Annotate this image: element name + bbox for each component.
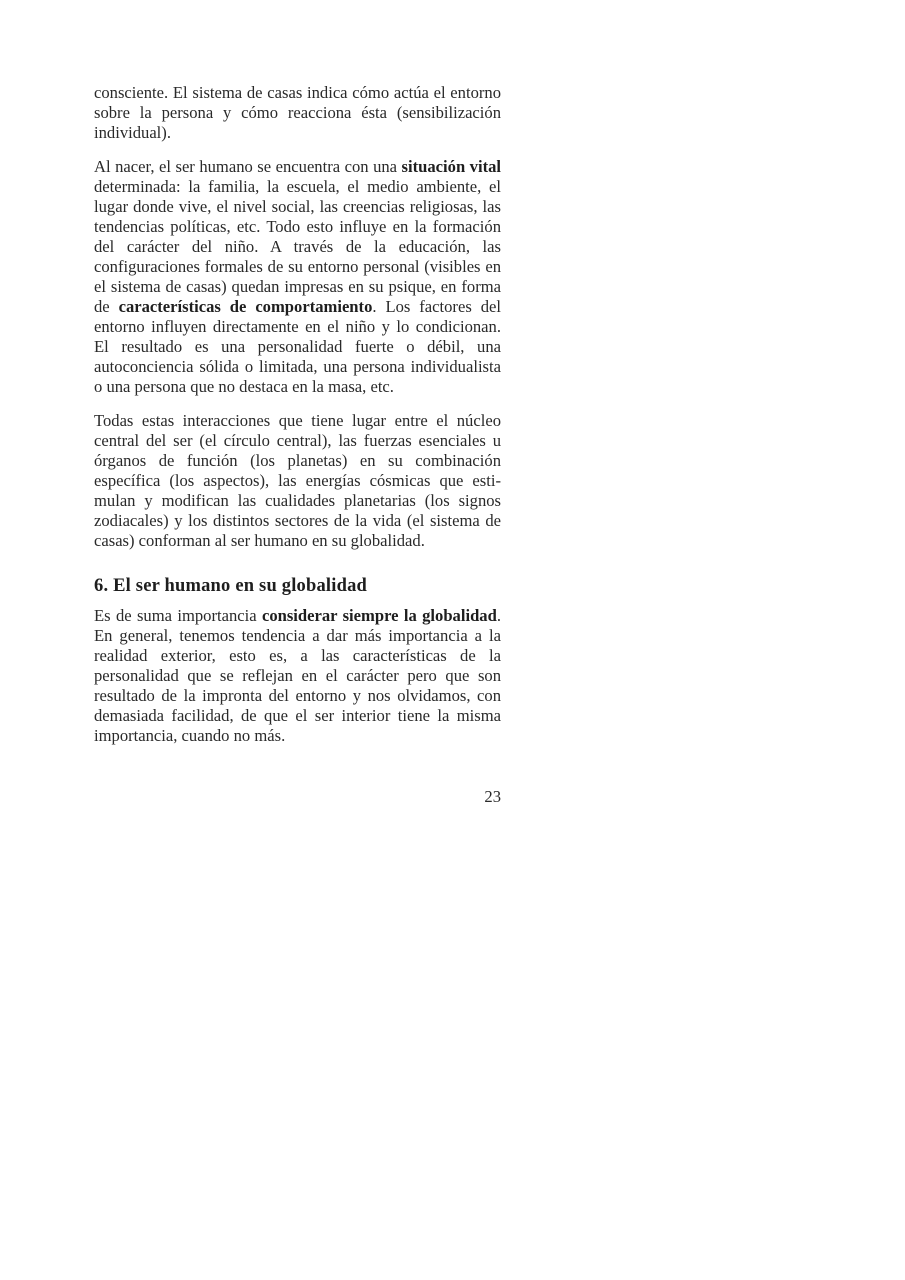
paragraph-2-text-3: . Los factores del entorno influyen directamente en el niño y lo condicionan. El resultado es una personalidad fuerte o débil, una autoconciencia sólida o limitada, una persona individualista o una persona que no destaca en la masa, etc. [94, 297, 501, 396]
paragraph-4-text-2: . En general, tenemos tendencia a dar más importancia a la realidad exterior, esto es, a las características de la personalidad que se reflejan en el carácter pero que son resultado de la impronta del entorno y nos olvidamos, con demasiada facilidad, de que el ser interior tiene la misma importancia, cuando no más. [94, 606, 501, 745]
paragraph-1: consciente. El sistema de casas indica cómo actúa el entorno sobre la persona y cómo reacciona ésta (sensibilización individual). [94, 83, 501, 142]
paragraph-4-text-1: Es de suma importancia [94, 606, 262, 625]
paragraph-2 [94, 157, 501, 397]
book-page-text [94, 83, 501, 746]
paragraph-4 [94, 606, 501, 746]
section-heading: 6. El ser humano en su globalidad [94, 576, 368, 596]
emphasis-caracteristicas-comportamiento: características de comportamiento [118, 297, 373, 316]
paragraph-3: Todas estas interacciones que tiene lugar entre el núcleo central del ser (el círculo central), las fuerzas esenciales u órganos de función (los planetas) en su combinación específica (los aspectos), las energías cósmicas que estimulan y modifican las cualidades planetarias (los signos zodiacales) y los distintos sectores de la vida (el sistema de casas) conforman al ser humano en su globalidad. [94, 411, 501, 550]
emphasis-situacion-vital: situación vital [401, 157, 502, 176]
emphasis-globalidad: considerar siempre la globalidad [261, 606, 497, 625]
paragraph-2-text-1: Al nacer, el ser humano se encuentra con una [94, 157, 402, 176]
page-number: 23 [484, 787, 501, 806]
paragraph-2-text-2: determinada: la familia, la escuela, el medio ambiente, el lugar donde vive, el nivel social, las creencias religiosas, las tendencias políticas, etc. Todo esto influye en la formación del carácter del niño. A través de la educación, las configuraciones formales de su entorno personal (visibles en el sistema de casas) quedan impresas en su psique, en forma de [94, 177, 501, 316]
